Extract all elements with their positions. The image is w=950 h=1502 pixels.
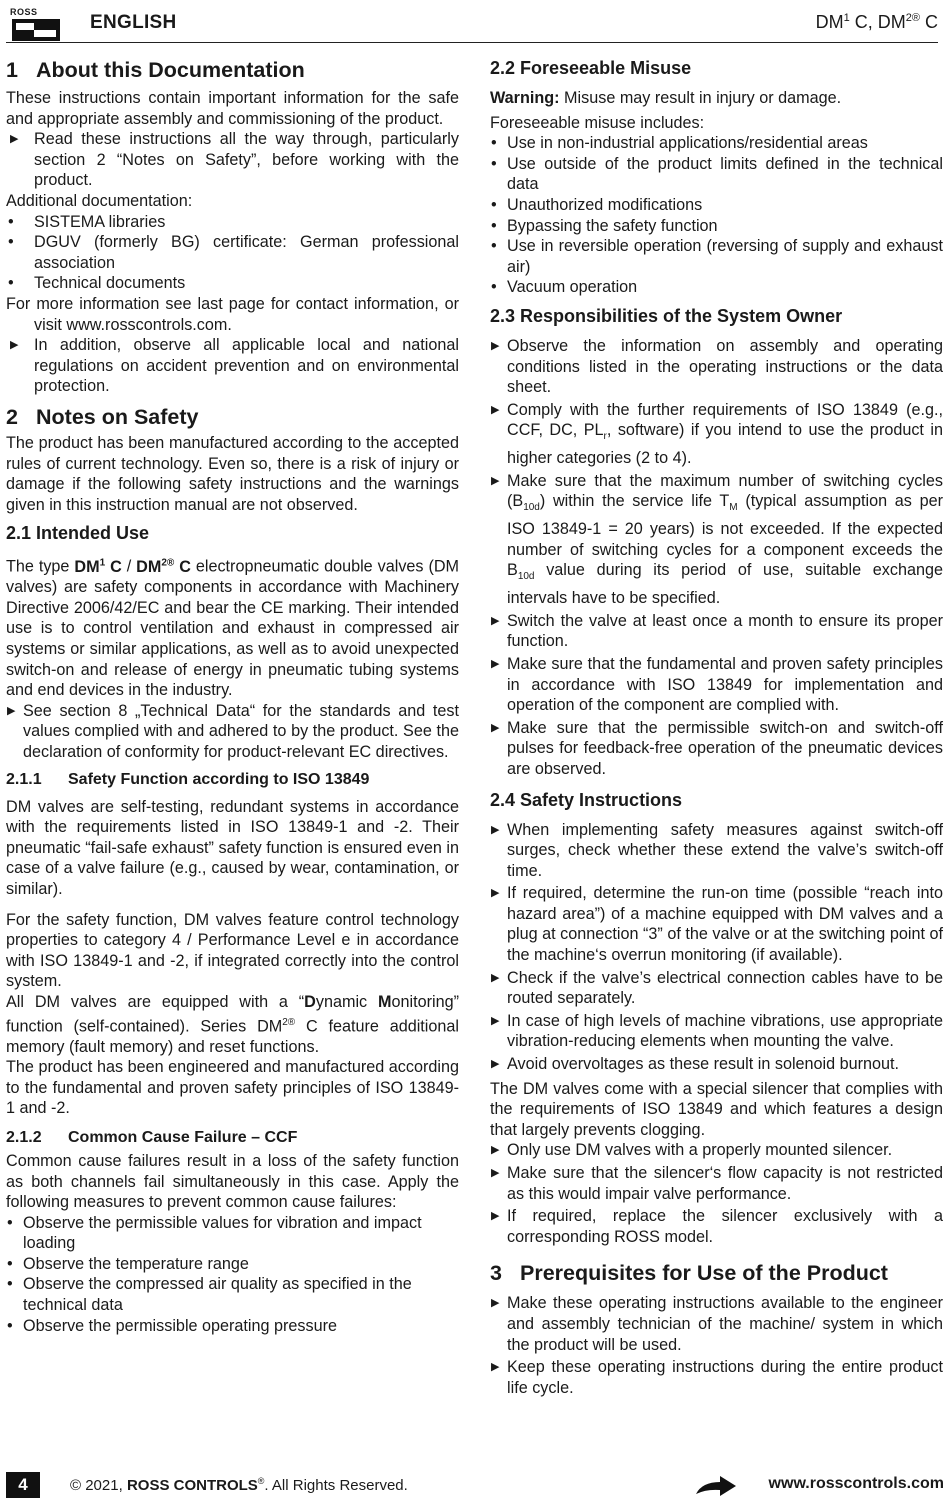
section-2-intro: The product has been manufactured according to the accepted rules of current technology. Even so, there is a risk of injury or damage if the following safety instructions and the warnings given in this instruction manual are not observed. xyxy=(6,433,459,514)
arrow-right-icon xyxy=(694,1474,738,1498)
page-number: 4 xyxy=(6,1472,40,1498)
section-3-heading: 3 Prerequisites for Use of the Product xyxy=(490,1261,888,1286)
model-label: $DM^1$ C, $DM^{2®}$ C xyxy=(815,12,938,32)
ccf-measure-item: • Observe the compressed air quality as specified in the technical data xyxy=(6,1274,459,1315)
technical-data-note: ▶ See section 8 „Technical Data“ for the standards and test values complied with and adhered to by the product. See the declaration of conformity for product-relevant EC directives. xyxy=(6,701,459,763)
intended-use-text: The type $DM^1$ C / $DM^{2®}$ C electropneumatic double valves (DM valves) are safety components in accordance with Machinery Directive 2006/42/EC and bear the CE marking. Their intended use is to control ventilation and exhaust in compressed air systems or similar applications, as well as to avoid unexpected switch-on and release of energy in pneumatic tubing systems and end devices in the industry. xyxy=(6,557,460,700)
misuse-item: • Use in reversible operation (reversing of supply and exhaust air) xyxy=(490,236,943,277)
page-header xyxy=(6,6,938,43)
safety-instruction-item: ▶ Avoid overvoltages as these result in solenoid burnout. xyxy=(490,1054,943,1075)
silencer-text: The DM valves come with a special silencer that complies with the requirements of ISO 13849 and which features a design that largely prevents clogging. xyxy=(490,1079,943,1139)
left-column xyxy=(6,56,459,1336)
more-info-text: For more information see last page for contact information, or visit www.rosscontrols.com. xyxy=(6,294,459,334)
additional-doc-item: • DGUV (formerly BG) certificate: German professional association xyxy=(6,232,459,273)
additional-docs-label: Additional documentation: xyxy=(6,191,193,210)
section-2-heading: 2 Notes on Safety xyxy=(6,404,199,429)
logo-wordmark: ROSS xyxy=(10,7,38,17)
ccf-intro: Common cause failures result in a loss of the safety function as both channels fail simultaneously in this case. Apply the following measures to prevent common cause failures: xyxy=(6,1151,459,1212)
section-2-3-heading: 2.3 Responsibilities of the System Owner xyxy=(490,305,843,326)
misuse-intro: Foreseeable misuse includes: xyxy=(490,113,705,132)
safety-instruction-item: ▶ If required, determine the run-on time (possible “reach into hazard area”) of a machine equipped with DM valves and a plug at connection “3” of the valve or at the switching point of the machine‘s overrun monitoring (if available). xyxy=(490,883,943,965)
section-1-read-note: ▶ Read these instructions all the way through, particularly section 2 “Notes on Safety”, before working with the product. xyxy=(6,129,459,191)
silencer-item: ▶ If required, replace the silencer exclusively with a corresponding ROSS model. xyxy=(490,1206,943,1247)
ccf-measure-item: • Observe the permissible values for vibration and impact loading xyxy=(6,1213,459,1254)
section-1-intro: These instructions contain important information for the safe and appropriate assembly and commissioning of the product. xyxy=(6,89,459,128)
silencer-item: ▶ Only use DM valves with a properly mounted silencer. xyxy=(490,1140,943,1161)
safety-instruction-item: ▶ In case of high levels of machine vibrations, use appropriate vibration-reducing elements when mounting the valve. xyxy=(490,1011,943,1052)
page-footer xyxy=(6,1472,944,1500)
misuse-warning: Warning: Misuse may result in injury or damage. xyxy=(490,89,842,107)
language-label: ENGLISH xyxy=(90,12,177,33)
owner-responsibility-item: ▶ Make sure that the maximum number of switching cycles $(B_{10d})$ within the service life $T_M$ (typical assumption as per ISO 13849-1 = 20 years) is not exceeded. If the expected number of switching cycles for a component exceeds the $B_{10d}$ value during its period of use, suitable exchange intervals have to be specified. xyxy=(490,471,943,609)
safety-instruction-item: ▶ Check if the valve’s electrical connection cables have to be routed separately. xyxy=(490,968,943,1009)
owner-responsibility-item: ▶ Observe the information on assembly and operating conditions listed in the operating instructions or the data sheet. xyxy=(490,336,943,398)
ccf-measure-item: • Observe the permissible operating pressure xyxy=(6,1316,459,1337)
owner-responsibility-item: ▶ Comply with the further requirements of ISO 13849 (e.g., CCF, DC, $PL_r$, software) if you intend to use the product in higher categories (2 to 4). xyxy=(490,400,943,469)
prerequisite-item: ▶ Keep these operating instructions during the entire product life cycle. xyxy=(490,1357,943,1398)
misuse-item: • Vacuum operation xyxy=(490,277,943,298)
section-2-2-heading: 2.2 Foreseeable Misuse xyxy=(490,58,692,78)
misuse-item: • Bypassing the safety function xyxy=(490,216,943,237)
additional-doc-item: • Technical documents xyxy=(6,273,459,294)
safety-instruction-item: ▶ When implementing safety measures against switch-off surges, check whether these extend the valve’s switch-off time. xyxy=(490,820,943,882)
safety-function-p4: The product has been engineered and manufactured according to the fundamental and proven safety principles of ISO 13849-1 and -2. xyxy=(6,1058,459,1118)
copyright-text: © 2021, ROSS CONTROLS®. All Rights Reserved. xyxy=(70,1476,408,1494)
website-link[interactable]: www.rosscontrols.com xyxy=(768,1475,944,1492)
owner-responsibility-item: ▶ Switch the valve at least once a month to ensure its proper function. xyxy=(490,611,943,652)
owner-responsibility-item: ▶ Make sure that the permissible switch-on and switch-off pulses for feedback-free operation of the pneumatic devices are observed. xyxy=(490,718,943,780)
ross-logo xyxy=(10,8,62,42)
safety-function-p3: All DM valves are equipped with a “Dynamic Monitoring” function (self-contained). Series $DM^{2®}$ C feature additional memory (fault memory) and reset functions. xyxy=(6,992,459,1056)
misuse-item: • Use outside of the product limits defined in the technical data xyxy=(490,154,943,195)
section-2-1-heading: 2.1 Intended Use xyxy=(6,523,150,544)
owner-responsibility-item: ▶ Make sure that the fundamental and proven safety principles in accordance with ISO 13849 for implementation and operation of the component are complied with. xyxy=(490,654,943,716)
misuse-item: • Unauthorized modifications xyxy=(490,195,943,216)
silencer-item: ▶ Make sure that the silencer‘s flow capacity is not restricted as this would impair valve performance. xyxy=(490,1163,943,1204)
section-1-heading: 1 About this Documentation xyxy=(6,58,305,82)
right-column xyxy=(490,56,943,1398)
prerequisite-item: ▶ Make these operating instructions available to the engineer and assembly technician of the machine/ system in which the product will be used. xyxy=(490,1293,943,1355)
section-2-4-heading: 2.4 Safety Instructions xyxy=(490,789,683,810)
additional-doc-item: • SISTEMA libraries xyxy=(6,212,459,233)
misuse-item: • Use in non-industrial applications/residential areas xyxy=(490,133,943,154)
safety-function-p1: DM valves are self-testing, redundant systems in accordance with the requirements listed in ISO 13849-1 and -2. Their pneumatic “fail-safe exhaust” safety function is ensured even in case of a valve failure (e.g., caused by wear, contamination, or similar). xyxy=(6,797,459,898)
section-2-1-1-heading: 2.1.1 Safety Function according to ISO 13849 xyxy=(6,770,370,788)
ccf-measure-item: • Observe the temperature range xyxy=(6,1254,459,1275)
logo-mark-icon xyxy=(12,19,60,41)
regulations-note: ▶ In addition, observe all applicable local and national regulations on accident prevention and on environmental protection. xyxy=(6,335,459,397)
section-2-1-2-heading: 2.1.2 Common Cause Failure – CCF xyxy=(6,1128,298,1146)
safety-function-p2: For the safety function, DM valves feature control technology properties to category 4 / Performance Level e in accordance with ISO 13849-1 and -2, if integrated correctly into the control system. xyxy=(6,910,459,991)
